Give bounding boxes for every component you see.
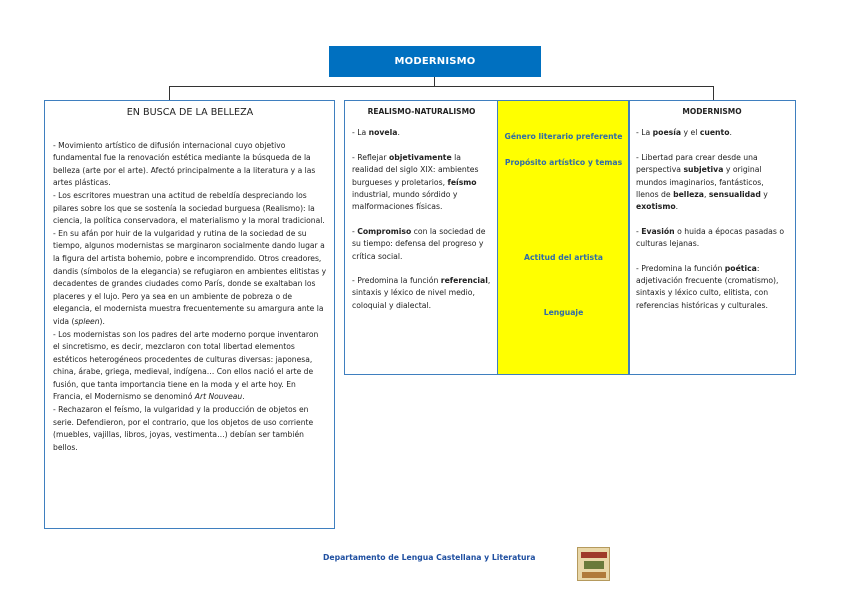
connector-right <box>713 86 714 100</box>
criteria-label-genero: Género literario preferente <box>504 132 623 141</box>
realismo-proposito: - Reflejar objetivamente la realidad del siglo XIX: ambientes burgueses y proletarios, feísmo industrial, mundo sórdido y malformaciones físicas. <box>352 152 479 212</box>
modernismo-heading: MODERNISMO <box>682 107 742 116</box>
connector-vertical-top <box>434 77 435 86</box>
belleza-panel <box>44 100 335 529</box>
connector-horizontal <box>169 86 714 87</box>
criteria-label-lenguaje: Lenguaje <box>543 308 584 317</box>
modernismo-lenguaje: - Predomina la función poética: adjetivación frecuente (cromatismo), sintaxis y léxico culto, elitista, con referencias históricas y culturales. <box>636 263 779 310</box>
criteria-label-proposito: Propósito artístico y temas <box>504 158 623 167</box>
modernismo-column <box>628 100 796 375</box>
belleza-paragraph-5: - Rechazaron el feísmo, la vulgaridad y la producción de objetos en serie. Defendieron, por el contrario, que los objetos de uso corriente (muebles, vajillas, libros, joyas, vestimenta…) debían ser también bellos. <box>53 405 314 452</box>
belleza-paragraph-1: - Movimiento artístico de difusión internacional cuyo objetivo fundamental fue la renovación estética mediante la búsqueda de la belleza (arte por el arte). Afectó principalmente a la literatura y a las artes plásticas. <box>53 140 316 188</box>
realismo-lenguaje: - Predomina la función referencial, sintaxis y léxico de nivel medio, coloquial y dialectal. <box>352 276 491 310</box>
department-logo-icon <box>577 547 610 581</box>
belleza-heading: EN BUSCA DE LA BELLEZA <box>126 107 254 118</box>
criteria-column <box>497 100 630 375</box>
modernismo-genero: - La poesía y el cuento. <box>636 128 732 138</box>
modernismo-proposito: - Libertad para crear desde una perspectiva subjetiva y original mundos imaginarios, fantásticos, llenos de belleza, sensualidad y exotismo. <box>636 152 768 212</box>
criteria-label-actitud: Actitud del artista <box>524 253 603 262</box>
realismo-genero: - La novela. <box>352 128 400 138</box>
belleza-paragraph-2: - Los escritores muestran una actitud de rebeldía despreciando los pilares sobre los que se sostenía la sociedad burguesa (Realismo): la ciencia, la política conservadora, el materialismo y la moral tradicional. <box>53 190 325 226</box>
realismo-heading: REALISMO-NATURALISMO <box>367 107 476 116</box>
realismo-actitud: - Compromiso con la sociedad de su tiempo: defensa del progreso y crítica social. <box>352 226 486 261</box>
realismo-column <box>344 100 499 375</box>
comparison-table <box>344 100 796 375</box>
connector-left <box>169 86 170 100</box>
belleza-paragraph-3: - En su afán por huir de la vulgaridad y rutina de la sociedad de su tiempo, algunos modernistas se marginaron socialmente dando lugar a la figura del artista bohemio, pobre e incomprendido. Otros creadores, dandis (símbolos de la elegancia) se refugiaron en ambientes elitistas y decadentes de grandes ciudades como París, donde se exaltaban los placeres y el lujo. Pero ya sea en un ambiente de pobreza o de elegancia, el modernista muestra frecuentemente su amargura ante la vida (spleen). <box>53 228 327 326</box>
belleza-paragraph-4: - Los modernistas son los padres del arte moderno porque inventaron el sincretismo, es decir, mezclaron con total libertad elementos estéticos heterogéneos procedentes de culturas diversas: japonesa, china, árabe, griega, medieval, indígena… Con ellos nació el arte de fusión, que tanta importancia tiene en la moda y el arte hoy. En Francia, el Modernismo se denominó Art Nouveau. <box>53 329 319 402</box>
footer-department: Departamento de Lengua Castellana y Literatura <box>323 553 536 562</box>
modernismo-actitud: - Evasión o huida a épocas pasadas o culturas lejanas. <box>636 226 785 249</box>
page-title: MODERNISMO <box>329 46 541 77</box>
